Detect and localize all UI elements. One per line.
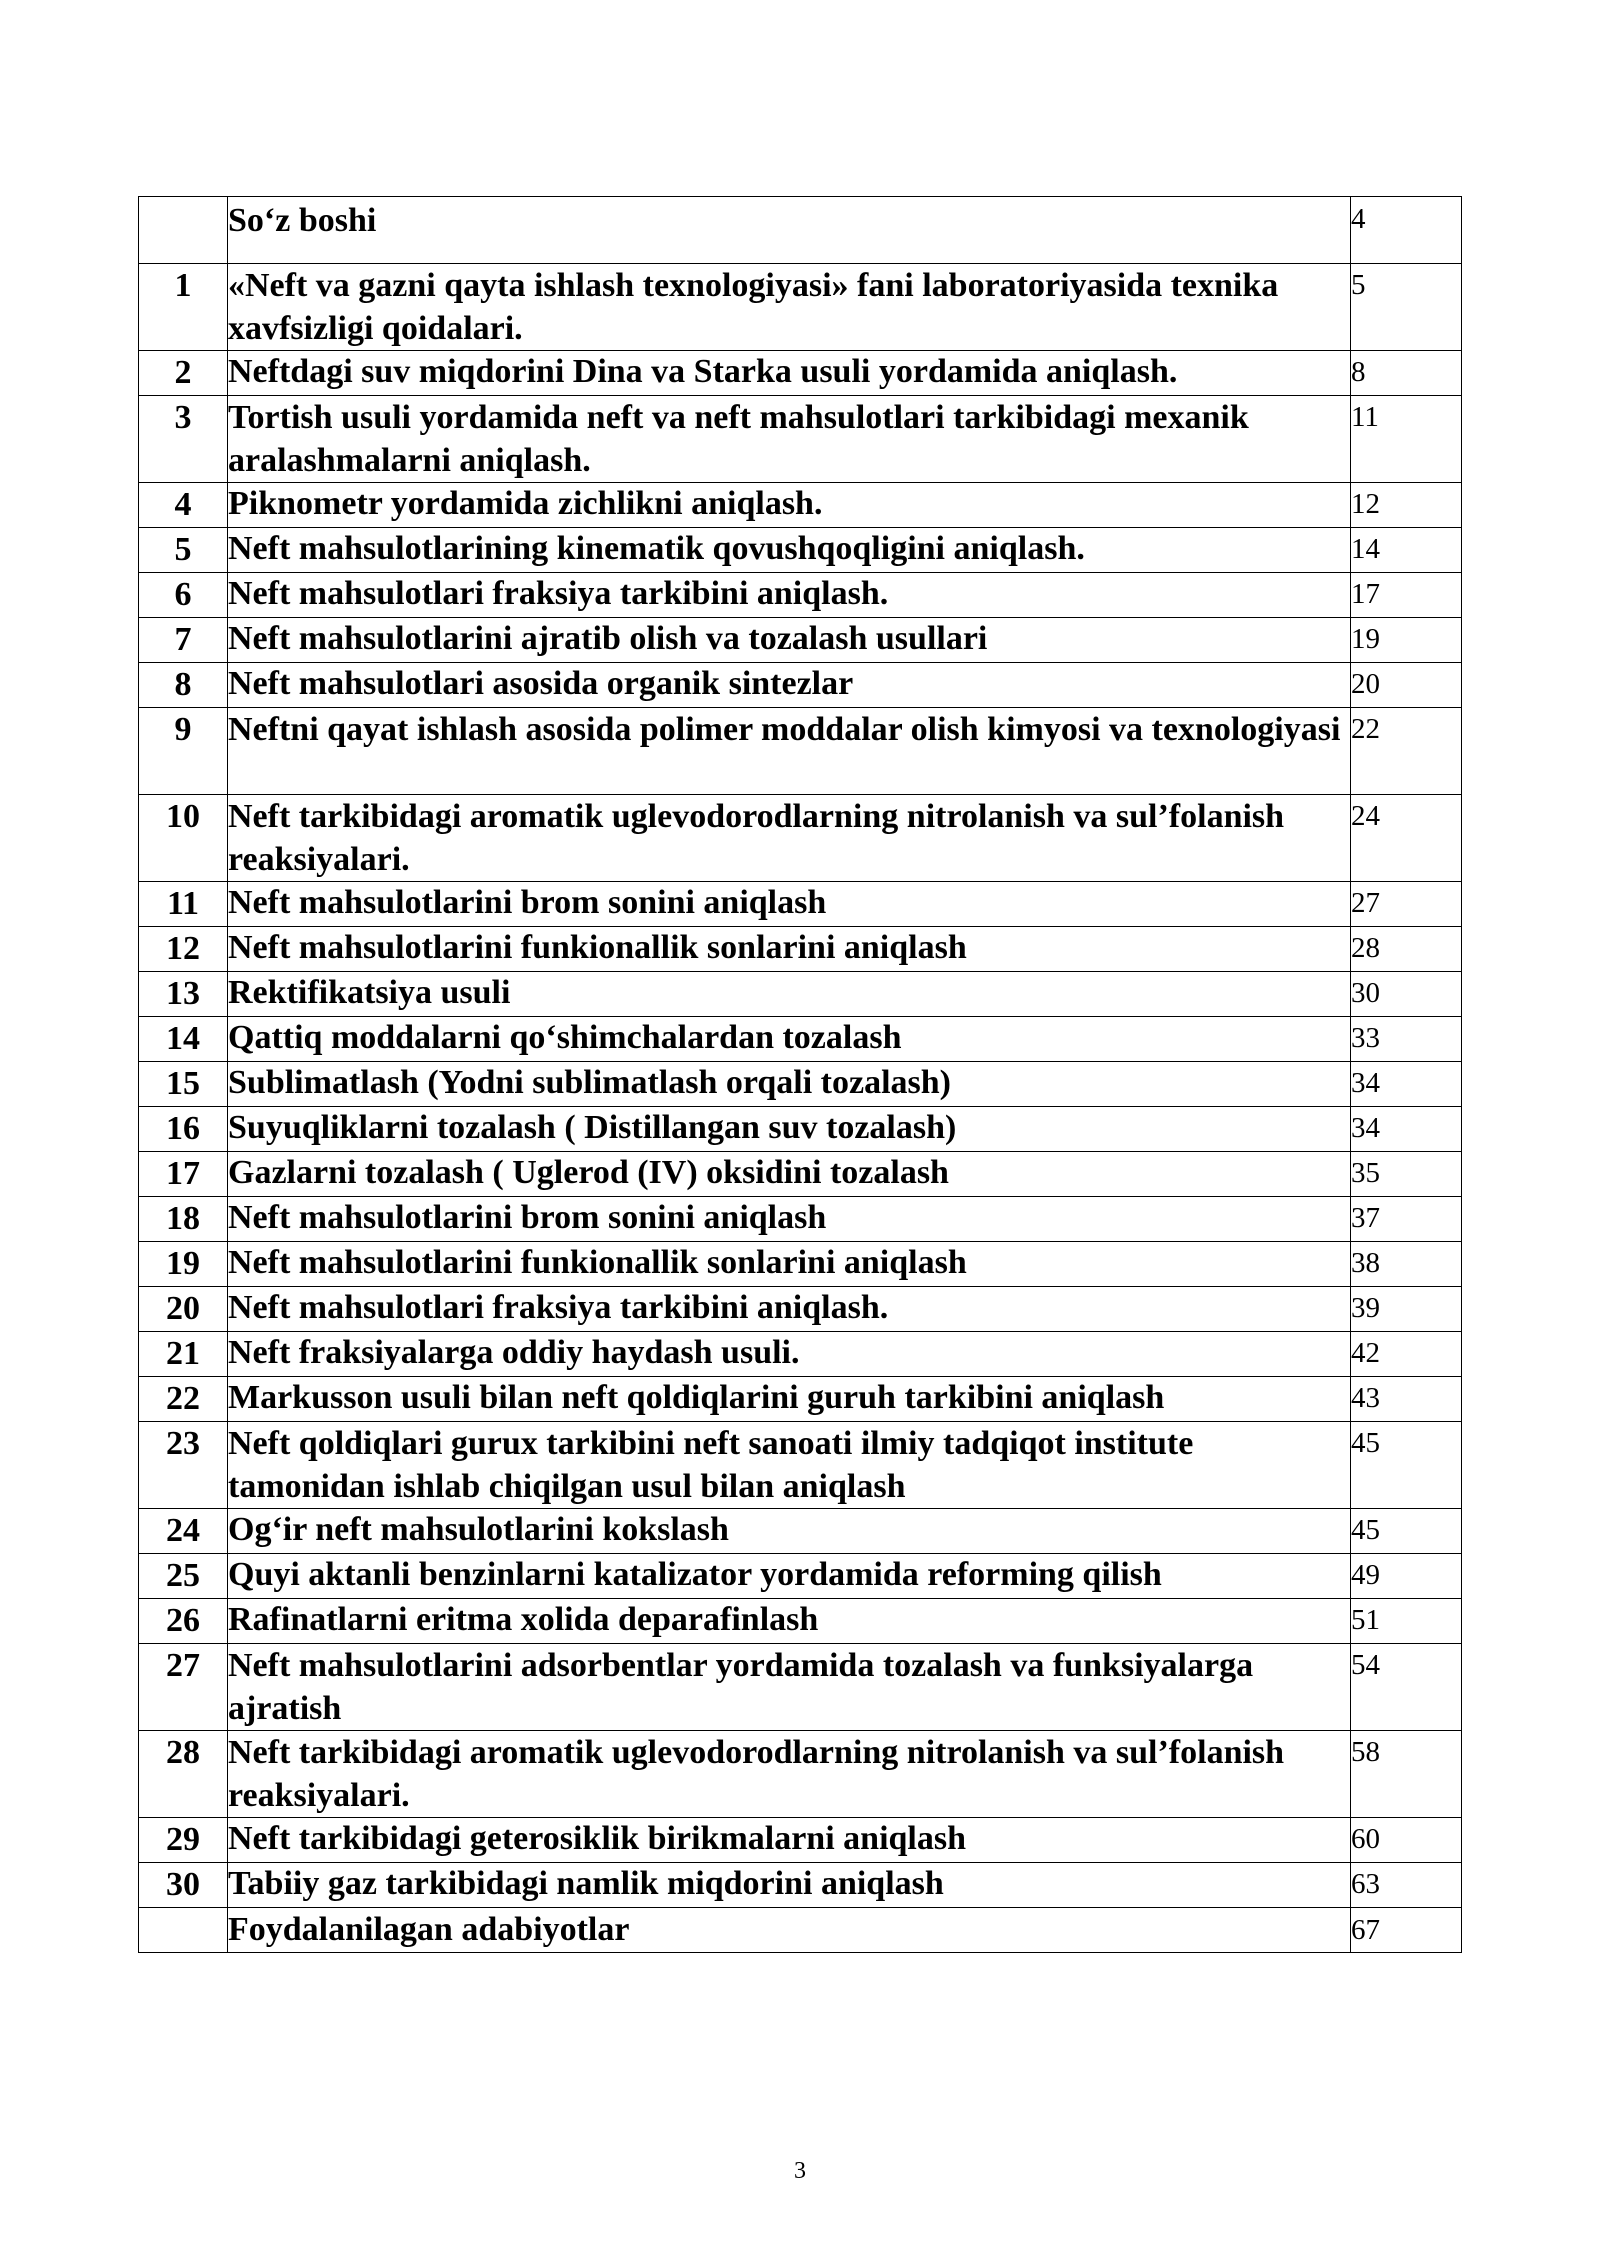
toc-number: 13 xyxy=(139,972,228,1017)
toc-number: 21 xyxy=(139,1332,228,1377)
toc-page-number: 22 xyxy=(1351,708,1462,795)
toc-row xyxy=(139,795,1462,882)
toc-title: Neftdagi suv miqdorini Dina va Starka usuli yordamida aniqlash. xyxy=(228,351,1351,396)
toc-title: Neft mahsulotlarini ajratib olish va tozalash usullari xyxy=(228,618,1351,663)
toc-row xyxy=(139,1107,1462,1152)
toc-row xyxy=(139,1197,1462,1242)
toc-row xyxy=(139,1287,1462,1332)
toc-row xyxy=(139,528,1462,573)
toc-title: Neft tarkibidagi geterosiklik birikmalarni aniqlash xyxy=(228,1818,1351,1863)
toc-title: Sublimatlash (Yodni sublimatlash orqali tozalash) xyxy=(228,1062,1351,1107)
toc-number: 8 xyxy=(139,663,228,708)
toc-number: 2 xyxy=(139,351,228,396)
toc-title: Qattiq moddalarni qo‘shimchalardan tozalash xyxy=(228,1017,1351,1062)
toc-page-number: 42 xyxy=(1351,1332,1462,1377)
toc-row xyxy=(139,573,1462,618)
toc-title: Neft mahsulotlari fraksiya tarkibini aniqlash. xyxy=(228,573,1351,618)
toc-page-number: 19 xyxy=(1351,618,1462,663)
toc-page-number: 58 xyxy=(1351,1731,1462,1818)
toc-row xyxy=(139,1062,1462,1107)
toc-row xyxy=(139,1863,1462,1908)
toc-title: Markusson usuli bilan neft qoldiqlarini guruh tarkibini aniqlash xyxy=(228,1377,1351,1422)
toc-title: Neft mahsulotlarini adsorbentlar yordamida tozalash va funksiyalarga ajratish xyxy=(228,1644,1351,1731)
toc-title: Piknometr yordamida zichlikni aniqlash. xyxy=(228,483,1351,528)
toc-row xyxy=(139,197,1462,264)
toc-number: 25 xyxy=(139,1554,228,1599)
toc-page-number: 35 xyxy=(1351,1152,1462,1197)
toc-row xyxy=(139,882,1462,927)
toc-page-number: 63 xyxy=(1351,1863,1462,1908)
toc-number: 4 xyxy=(139,483,228,528)
toc-page-number: 12 xyxy=(1351,483,1462,528)
toc-page-number: 17 xyxy=(1351,573,1462,618)
toc-row xyxy=(139,927,1462,972)
toc-title: Neft mahsulotlari asosida organik sintezlar xyxy=(228,663,1351,708)
toc-title: Suyuqliklarni tozalash ( Distillangan suv tozalash) xyxy=(228,1107,1351,1152)
toc-page-number: 30 xyxy=(1351,972,1462,1017)
toc-title: Neft mahsulotlarini brom sonini aniqlash xyxy=(228,1197,1351,1242)
toc-title: Gazlarni tozalash ( Uglerod (IV) oksidini tozalash xyxy=(228,1152,1351,1197)
toc-page-number: 27 xyxy=(1351,882,1462,927)
toc-page-number: 20 xyxy=(1351,663,1462,708)
toc-page-number: 4 xyxy=(1351,197,1462,264)
toc-number: 6 xyxy=(139,573,228,618)
toc-number xyxy=(139,197,228,264)
toc-row xyxy=(139,1152,1462,1197)
toc-row xyxy=(139,618,1462,663)
toc-number: 16 xyxy=(139,1107,228,1152)
toc-title: Quyi aktanli benzinlarni katalizator yordamida reforming qilish xyxy=(228,1554,1351,1599)
toc-title: Tortish usuli yordamida neft va neft mahsulotlari tarkibidagi mexanik aralashmalarni aniqlash. xyxy=(228,396,1351,483)
toc-page-number: 45 xyxy=(1351,1422,1462,1509)
toc-number: 22 xyxy=(139,1377,228,1422)
toc-row xyxy=(139,1377,1462,1422)
toc-row xyxy=(139,1422,1462,1509)
toc-number: 27 xyxy=(139,1644,228,1731)
toc-row xyxy=(139,1017,1462,1062)
toc-page-number: 45 xyxy=(1351,1509,1462,1554)
toc-page-number: 60 xyxy=(1351,1818,1462,1863)
toc-row xyxy=(139,1599,1462,1644)
toc-row xyxy=(139,1644,1462,1731)
toc-row xyxy=(139,396,1462,483)
toc-row xyxy=(139,708,1462,795)
toc-title: Neft fraksiyalarga oddiy haydash usuli. xyxy=(228,1332,1351,1377)
toc-page-number: 49 xyxy=(1351,1554,1462,1599)
toc-title: Neft mahsulotlarini funkionallik sonlarini aniqlash xyxy=(228,1242,1351,1287)
toc-page-number: 38 xyxy=(1351,1242,1462,1287)
toc-page-number: 11 xyxy=(1351,396,1462,483)
toc-row xyxy=(139,972,1462,1017)
toc-row xyxy=(139,483,1462,528)
toc-number: 11 xyxy=(139,882,228,927)
toc-number: 19 xyxy=(139,1242,228,1287)
page-number: 3 xyxy=(794,2158,806,2184)
toc-number: 28 xyxy=(139,1731,228,1818)
toc-title: Neft mahsulotlarining kinematik qovushqoqligini aniqlash. xyxy=(228,528,1351,573)
toc-row xyxy=(139,1908,1462,1953)
toc-number: 23 xyxy=(139,1422,228,1509)
toc-number: 1 xyxy=(139,264,228,351)
toc-page-number: 34 xyxy=(1351,1107,1462,1152)
toc-number: 14 xyxy=(139,1017,228,1062)
toc-page-number: 37 xyxy=(1351,1197,1462,1242)
toc-number: 18 xyxy=(139,1197,228,1242)
table-of-contents xyxy=(138,196,1462,1953)
toc-number: 12 xyxy=(139,927,228,972)
toc-number: 5 xyxy=(139,528,228,573)
toc-page-number: 43 xyxy=(1351,1377,1462,1422)
toc-page-number: 39 xyxy=(1351,1287,1462,1332)
toc-page-number: 34 xyxy=(1351,1062,1462,1107)
toc-number: 3 xyxy=(139,396,228,483)
toc-row xyxy=(139,663,1462,708)
toc-row xyxy=(139,264,1462,351)
toc-row xyxy=(139,1731,1462,1818)
toc-number: 29 xyxy=(139,1818,228,1863)
toc-title: Rafinatlarni eritma xolida deparafinlash xyxy=(228,1599,1351,1644)
toc-title: Neftni qayat ishlash asosida polimer moddalar olish kimyosi va texnologiyasi xyxy=(228,708,1351,795)
toc-row xyxy=(139,1332,1462,1377)
toc-page-number: 8 xyxy=(1351,351,1462,396)
toc-row xyxy=(139,351,1462,396)
toc-page-number: 33 xyxy=(1351,1017,1462,1062)
toc-title: Foydalanilagan adabiyotlar xyxy=(228,1908,1351,1953)
toc-page-number: 51 xyxy=(1351,1599,1462,1644)
toc-title: Neft tarkibidagi aromatik uglevodorodlarning nitrolanish va sul’folanish reaksiyalari. xyxy=(228,1731,1351,1818)
toc-number xyxy=(139,1908,228,1953)
toc-title: Neft tarkibidagi aromatik uglevodorodlarning nitrolanish va sul’folanish reaksiyalari. xyxy=(228,795,1351,882)
toc-title: Neft mahsulotlari fraksiya tarkibini aniqlash. xyxy=(228,1287,1351,1332)
toc-title: Neft mahsulotlarini brom sonini aniqlash xyxy=(228,882,1351,927)
toc-page-number: 24 xyxy=(1351,795,1462,882)
toc-title: Rektifikatsiya usuli xyxy=(228,972,1351,1017)
toc-number: 30 xyxy=(139,1863,228,1908)
toc-body xyxy=(139,197,1462,1953)
toc-number: 7 xyxy=(139,618,228,663)
toc-title: Tabiiy gaz tarkibidagi namlik miqdorini aniqlash xyxy=(228,1863,1351,1908)
toc-title: Neft qoldiqlari gurux tarkibini neft sanoati ilmiy tadqiqot institute tamonidan ishlab chiqilgan usul bilan aniqlash xyxy=(228,1422,1351,1509)
toc-title: Og‘ir neft mahsulotlarini kokslash xyxy=(228,1509,1351,1554)
toc-row xyxy=(139,1242,1462,1287)
toc-title: So‘z boshi xyxy=(228,197,1351,264)
toc-page-number: 14 xyxy=(1351,528,1462,573)
toc-title: «Neft va gazni qayta ishlash texnologiyasi» fani laboratoriyasida texnika xavfsizligi qoidalari. xyxy=(228,264,1351,351)
toc-row xyxy=(139,1554,1462,1599)
toc-page-number: 54 xyxy=(1351,1644,1462,1731)
toc-number: 15 xyxy=(139,1062,228,1107)
toc-page-number: 28 xyxy=(1351,927,1462,972)
toc-number: 26 xyxy=(139,1599,228,1644)
toc-number: 24 xyxy=(139,1509,228,1554)
toc-page-number: 5 xyxy=(1351,264,1462,351)
toc-number: 17 xyxy=(139,1152,228,1197)
toc-page-number: 67 xyxy=(1351,1908,1462,1953)
toc-row xyxy=(139,1509,1462,1554)
toc-number: 20 xyxy=(139,1287,228,1332)
toc-number: 10 xyxy=(139,795,228,882)
toc-row xyxy=(139,1818,1462,1863)
toc-title: Neft mahsulotlarini funkionallik sonlarini aniqlash xyxy=(228,927,1351,972)
toc-number: 9 xyxy=(139,708,228,795)
